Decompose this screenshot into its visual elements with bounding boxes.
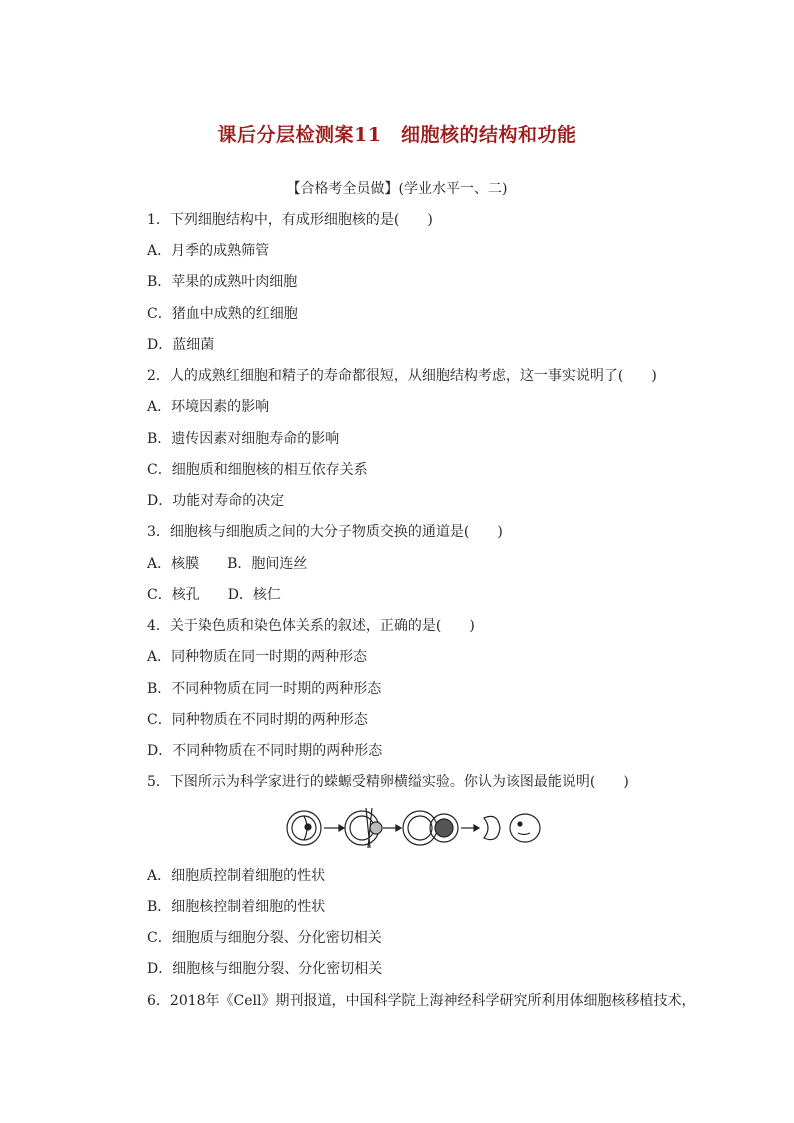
question-2-option-d: D．功能对寿命的决定 [147, 493, 285, 509]
question-6-stem: 6．2018年《Cell》期刊报道，中国科学院上海神经科学研究所利用体细胞核移植技术， [147, 993, 696, 1009]
question-1-option-c: C．猪血中成熟的红细胞 [147, 306, 298, 322]
question-5-stem: 5．下图所示为科学家进行的蝾螈受精卵横缢实验。你认为该图最能说明( ) [147, 774, 629, 790]
question-4-option-b: B．不同种物质在同一时期的两种形态 [147, 681, 382, 697]
question-3-options-ab: A．核膜 B．胞间连丝 [147, 556, 308, 572]
page-title: 课后分层检测案11 细胞核的结构和功能 [217, 124, 577, 146]
question-5-option-a: A．细胞质控制着细胞的性状 [147, 868, 326, 884]
question-2-option-c: C．细胞质和细胞核的相互依存关系 [147, 462, 368, 478]
question-1-option-a: A．月季的成熟筛管 [147, 243, 270, 259]
question-1-option-b: B．苹果的成熟叶肉细胞 [147, 274, 298, 290]
newt-egg-ligation-figure [284, 806, 542, 850]
question-3-options-cd: C．核孔 D．核仁 [147, 587, 281, 603]
question-4-option-d: D．不同种物质在不同时期的两种形态 [147, 743, 383, 759]
question-4-option-a: A．同种物质在同一时期的两种形态 [147, 649, 368, 665]
section-heading: 【合格考全员做】(学业水平一、二) [286, 181, 508, 197]
question-1-stem: 1．下列细胞结构中，有成形细胞核的是( ) [147, 212, 433, 228]
question-5-option-c: C．细胞质与细胞分裂、分化密切相关 [147, 930, 382, 946]
question-5-option-b: B．细胞核控制着细胞的性状 [147, 899, 326, 915]
question-4-option-c: C．同种物质在不同时期的两种形态 [147, 712, 368, 728]
question-2-stem: 2．人的成熟红细胞和精子的寿命都很短，从细胞结构考虑，这一事实说明了( ) [147, 368, 657, 384]
question-4-stem: 4．关于染色质和染色体关系的叙述，正确的是( ) [147, 618, 475, 634]
question-2-option-b: B．遗传因素对细胞寿命的影响 [147, 431, 340, 447]
question-2-option-a: A．环境因素的影响 [147, 399, 270, 415]
question-3-stem: 3．细胞核与细胞质之间的大分子物质交换的通道是( ) [147, 524, 503, 540]
question-1-option-d: D．蓝细菌 [147, 337, 215, 353]
question-5-option-d: D．细胞核与细胞分裂、分化密切相关 [147, 961, 383, 977]
